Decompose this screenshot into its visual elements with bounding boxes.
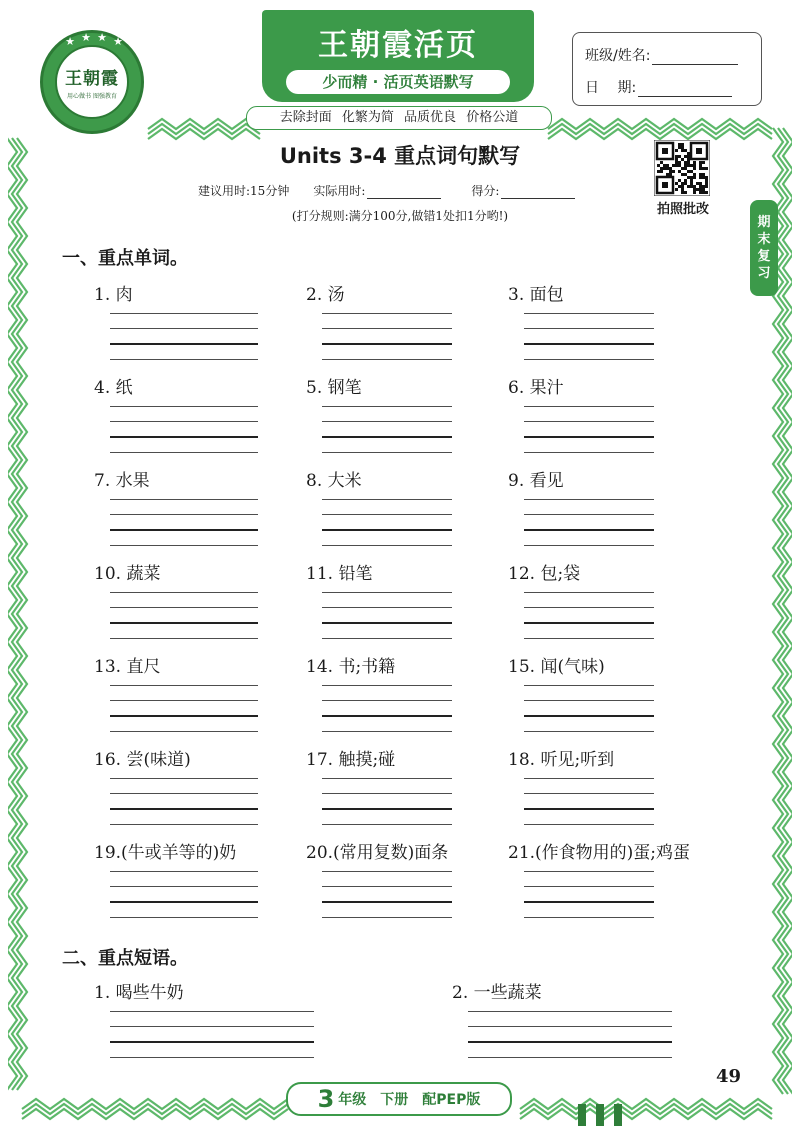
writing-lines[interactable]	[322, 871, 452, 918]
writing-line	[524, 514, 654, 515]
actual-time-label: 实际用时:	[313, 184, 366, 198]
writing-line	[110, 406, 258, 407]
section-heading-phrases: 二、重点短语。	[62, 948, 188, 969]
writing-line	[110, 917, 258, 918]
word-prompt: 10. 蔬菜	[94, 564, 161, 584]
writing-line	[110, 731, 258, 732]
word-item	[508, 466, 654, 560]
date-label: 日 期:	[585, 80, 637, 96]
writing-lines[interactable]	[110, 406, 258, 453]
writing-line	[322, 592, 452, 593]
word-prompt: 19.(牛或羊等的)奶	[94, 843, 237, 863]
word-prompt: 18. 听见;听到	[508, 750, 615, 770]
edge-tab-mark	[596, 1104, 604, 1126]
writing-line	[110, 607, 258, 608]
writing-lines[interactable]	[524, 592, 654, 639]
word-item	[508, 745, 654, 839]
actual-time-field[interactable]	[367, 186, 441, 199]
writing-lines[interactable]	[322, 499, 452, 546]
writing-lines[interactable]	[322, 313, 452, 360]
writing-lines[interactable]	[322, 592, 452, 639]
writing-line	[110, 685, 258, 686]
writing-line	[524, 592, 654, 593]
writing-line	[322, 685, 452, 686]
writing-line	[468, 1041, 672, 1043]
name-label: 班级/姓名:	[585, 48, 651, 64]
writing-line	[322, 343, 452, 345]
score-label: 得分:	[471, 184, 500, 198]
word-prompt: 9. 看见	[508, 471, 564, 491]
writing-line	[110, 359, 258, 360]
writing-line	[322, 793, 452, 794]
writing-lines[interactable]	[524, 685, 654, 732]
writing-line	[110, 793, 258, 794]
qr-code-icon[interactable]	[654, 140, 710, 196]
word-item	[94, 838, 258, 932]
writing-line	[110, 328, 258, 329]
word-item	[508, 559, 654, 653]
logo-tagline: 用心做书 图强教育	[67, 93, 117, 100]
writing-lines[interactable]	[322, 778, 452, 825]
writing-line	[322, 886, 452, 887]
page-number: 49	[716, 1066, 742, 1087]
writing-line	[524, 886, 654, 887]
word-prompt: 21.(作食物用的)蛋;鸡蛋	[508, 843, 691, 863]
phrase-prompt: 2. 一些蔬菜	[452, 983, 542, 1003]
student-info-box	[572, 32, 762, 106]
writing-line	[322, 529, 452, 531]
writing-line	[322, 871, 452, 872]
writing-line	[524, 808, 654, 810]
scoring-rule: (打分规则:满分100分,做错1处扣1分哟!)	[291, 209, 509, 223]
phrase-prompt: 1. 喝些牛奶	[94, 983, 184, 1003]
writing-line	[524, 824, 654, 825]
writing-line	[524, 778, 654, 779]
timing-row	[198, 182, 575, 199]
writing-line	[322, 545, 452, 546]
writing-line	[524, 499, 654, 500]
writing-line	[322, 715, 452, 717]
word-item	[94, 373, 258, 467]
writing-lines[interactable]	[110, 685, 258, 732]
writing-line	[524, 715, 654, 717]
word-item	[306, 280, 452, 374]
edition-label: 配PEP版	[422, 1092, 481, 1108]
word-prompt: 20.(常用复数)面条	[306, 843, 449, 863]
brand-logo	[40, 30, 144, 134]
writing-line	[110, 901, 258, 903]
volume-label: 下册	[380, 1092, 409, 1108]
word-prompt: 12. 包;袋	[508, 564, 581, 584]
date-field[interactable]	[638, 82, 732, 97]
writing-line	[524, 421, 654, 422]
word-prompt: 16. 尝(味道)	[94, 750, 191, 770]
word-prompt: 3. 面包	[508, 285, 564, 305]
writing-line	[110, 529, 258, 531]
writing-line	[322, 359, 452, 360]
section-heading-words: 一、重点单词。	[62, 248, 188, 269]
word-item	[306, 745, 452, 839]
edge-tab-mark	[578, 1104, 586, 1126]
name-field[interactable]	[652, 50, 738, 65]
writing-line	[110, 592, 258, 593]
page-title: Units 3-4 重点词句默写	[279, 144, 521, 168]
writing-line	[110, 1011, 314, 1012]
score-field[interactable]	[501, 186, 575, 199]
writing-lines[interactable]	[524, 499, 654, 546]
word-prompt: 17. 触摸;碰	[306, 750, 396, 770]
writing-line	[110, 452, 258, 453]
star-icon: ★	[81, 31, 91, 44]
writing-line	[468, 1057, 672, 1058]
writing-line	[110, 622, 258, 624]
suggested-time: 建议用时:15分钟	[198, 184, 290, 198]
word-prompt: 8. 大米	[306, 471, 362, 491]
writing-line	[322, 638, 452, 639]
side-tab-char: 末	[757, 232, 771, 247]
writing-line	[110, 1057, 314, 1058]
side-tab-char: 习	[757, 266, 771, 281]
writing-line	[110, 1026, 314, 1027]
writing-lines[interactable]	[110, 871, 258, 918]
writing-line	[524, 638, 654, 639]
date-row	[585, 77, 732, 97]
writing-line	[110, 436, 258, 438]
writing-line	[322, 607, 452, 608]
brand-banner	[262, 10, 534, 102]
writing-line	[524, 700, 654, 701]
word-prompt: 6. 果汁	[508, 378, 564, 398]
word-item	[508, 280, 654, 374]
writing-line	[110, 499, 258, 500]
writing-line	[524, 917, 654, 918]
writing-line	[110, 871, 258, 872]
writing-line	[322, 731, 452, 732]
writing-line	[524, 328, 654, 329]
writing-lines[interactable]	[110, 1011, 314, 1058]
word-item	[94, 652, 258, 746]
writing-line	[322, 452, 452, 453]
star-icon: ★	[97, 31, 107, 44]
writing-line	[110, 778, 258, 779]
writing-line	[110, 313, 258, 314]
writing-line	[110, 421, 258, 422]
edge-tab-mark	[614, 1104, 622, 1126]
writing-line	[524, 529, 654, 531]
writing-lines[interactable]	[524, 871, 654, 918]
brand-subtitle: 少而精 · 活页英语默写	[286, 70, 510, 94]
word-item	[508, 652, 654, 746]
writing-line	[524, 406, 654, 407]
word-item	[306, 373, 452, 467]
writing-line	[322, 499, 452, 500]
writing-line	[524, 313, 654, 314]
writing-lines[interactable]	[524, 406, 654, 453]
writing-line	[110, 886, 258, 887]
writing-lines[interactable]	[322, 406, 452, 453]
writing-line	[110, 715, 258, 717]
side-tab-final-review	[750, 200, 778, 296]
phrase-item	[94, 978, 314, 1072]
word-prompt: 7. 水果	[94, 471, 150, 491]
word-prompt: 13. 直尺	[94, 657, 161, 677]
writing-lines[interactable]	[322, 685, 452, 732]
writing-line	[524, 545, 654, 546]
writing-line	[110, 638, 258, 639]
word-prompt: 4. 纸	[94, 378, 133, 398]
writing-lines[interactable]	[110, 499, 258, 546]
writing-line	[110, 343, 258, 345]
side-tab-char: 复	[757, 249, 771, 264]
writing-line	[524, 343, 654, 345]
star-icon: ★	[65, 35, 75, 48]
word-item	[508, 373, 654, 467]
word-prompt: 2. 汤	[306, 285, 345, 305]
writing-lines[interactable]	[110, 778, 258, 825]
word-item	[306, 652, 452, 746]
writing-line	[322, 917, 452, 918]
writing-line	[322, 824, 452, 825]
writing-lines[interactable]	[524, 313, 654, 360]
grade-footer	[286, 1082, 512, 1116]
writing-line	[322, 406, 452, 407]
writing-line	[322, 328, 452, 329]
writing-line	[110, 808, 258, 810]
writing-line	[524, 359, 654, 360]
writing-line	[524, 452, 654, 453]
writing-line	[524, 901, 654, 903]
writing-lines[interactable]	[110, 313, 258, 360]
writing-line	[110, 824, 258, 825]
writing-line	[524, 731, 654, 732]
writing-line	[322, 901, 452, 903]
word-prompt: 14. 书;书籍	[306, 657, 396, 677]
word-item	[508, 838, 690, 932]
logo-name: 王朝霞	[65, 69, 119, 89]
writing-line	[110, 1041, 314, 1043]
writing-lines[interactable]	[110, 592, 258, 639]
writing-line	[110, 700, 258, 701]
writing-line	[468, 1026, 672, 1027]
phrase-item	[452, 978, 672, 1072]
grade-suffix: 年级	[338, 1092, 367, 1108]
brand-title: 王朝霞活页	[318, 28, 478, 63]
writing-line	[524, 871, 654, 872]
word-prompt: 11. 铅笔	[306, 564, 373, 584]
writing-line	[322, 808, 452, 810]
word-item	[306, 838, 452, 932]
word-item	[306, 466, 452, 560]
grade-number: 3	[317, 1085, 335, 1113]
writing-line	[524, 436, 654, 438]
writing-lines[interactable]	[468, 1011, 672, 1058]
writing-line	[322, 313, 452, 314]
writing-line	[322, 514, 452, 515]
star-icon: ★	[113, 35, 123, 48]
writing-line	[524, 793, 654, 794]
writing-line	[322, 436, 452, 438]
writing-line	[322, 421, 452, 422]
writing-line	[322, 700, 452, 701]
writing-line	[322, 778, 452, 779]
word-item	[306, 559, 452, 653]
writing-line	[524, 607, 654, 608]
writing-line	[524, 622, 654, 624]
writing-line	[322, 622, 452, 624]
writing-line	[110, 545, 258, 546]
word-prompt: 1. 肉	[94, 285, 133, 305]
logo-seal	[55, 45, 129, 119]
brand-slogan: 去除封面 化繁为简 品质优良 价格公道	[246, 106, 552, 130]
writing-line	[468, 1011, 672, 1012]
word-item	[94, 466, 258, 560]
name-row	[585, 45, 738, 65]
writing-line	[110, 514, 258, 515]
qr-label: 拍照批改	[656, 202, 709, 217]
side-tab-char: 期	[757, 215, 771, 230]
word-item	[94, 745, 258, 839]
word-prompt: 15. 闻(气味)	[508, 657, 605, 677]
word-item	[94, 280, 258, 374]
word-item	[94, 559, 258, 653]
writing-lines[interactable]	[524, 778, 654, 825]
word-prompt: 5. 钢笔	[306, 378, 362, 398]
writing-line	[524, 685, 654, 686]
